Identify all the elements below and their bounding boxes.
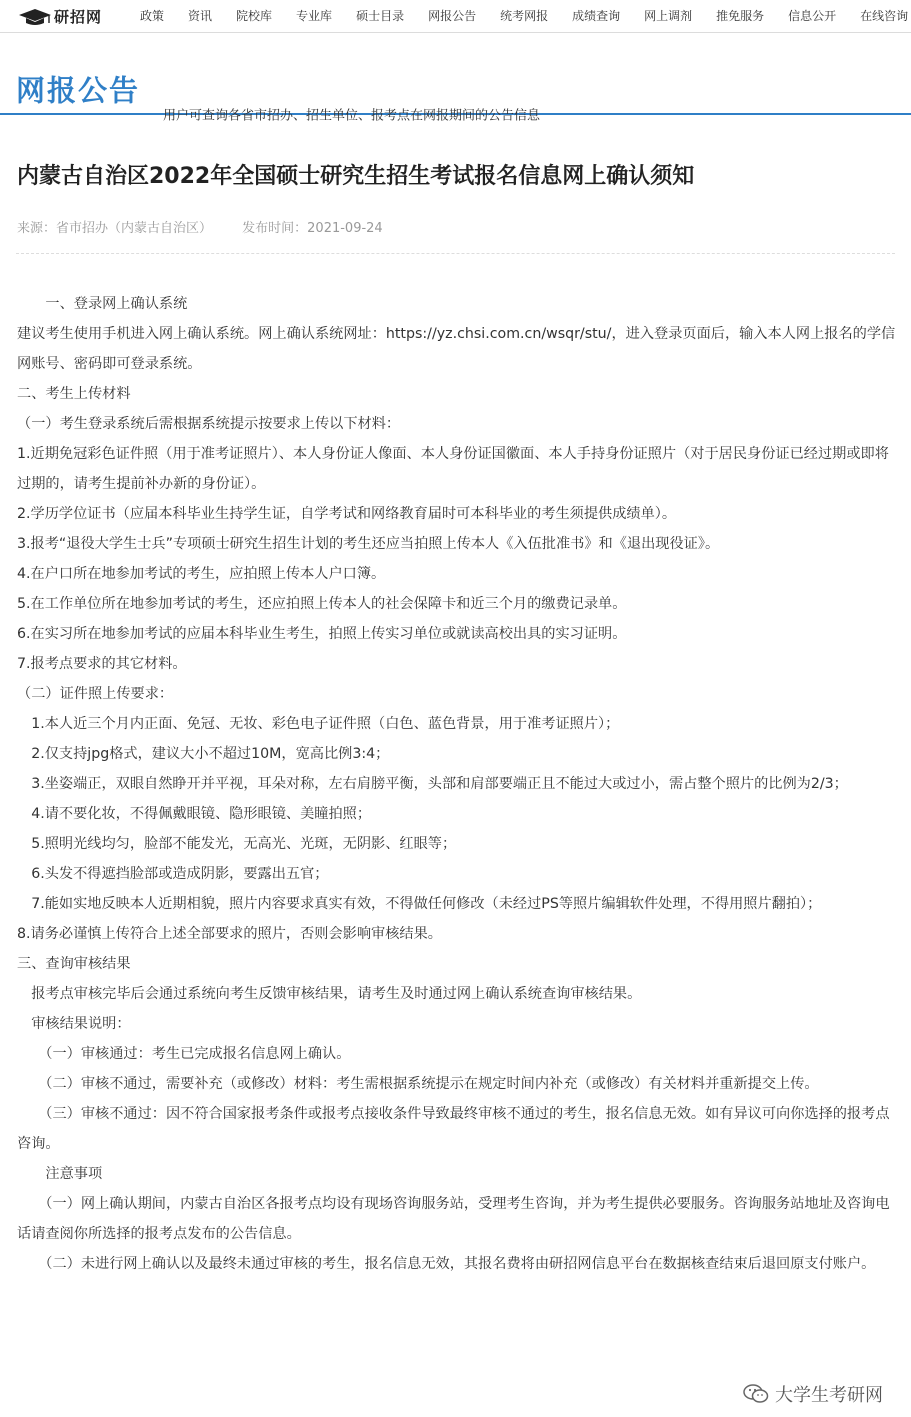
article-paragraph: 注意事项 [17,1166,103,1182]
nav-menu [128,0,911,33]
article-paragraph: （二）审核不通过，需要补充（或修改）材料：考生需根据系统提示在规定时间内补充（或修改）有关材料并重新提交上传。 [17,1076,819,1092]
nav-item[interactable]: 统考网报 [500,9,549,23]
nav-item[interactable]: 专业库 [296,9,333,23]
article-paragraph: （二）证件照上传要求： [17,686,174,702]
article-paragraph: 2.学历学位证书（应届本科毕业生持学生证，自学考试和网络教育届时可本科毕业的考生须提供成绩单）。 [17,506,677,522]
wechat-icon [743,1383,769,1405]
section-header [0,33,911,124]
article-body [17,289,897,1279]
meta-divider [16,253,895,254]
nav-item[interactable]: 院校库 [236,9,273,23]
brand-name: 研招网 [54,8,103,26]
article-paragraph: 2.仅支持jpg格式，建议大小不超过10M，宽高比例3:4； [17,746,390,762]
nav-item[interactable]: 硕士目录 [356,9,405,23]
mortarboard-icon [18,7,52,27]
top-navigation [0,0,911,33]
article-paragraph: 审核结果说明： [17,1016,131,1032]
article-meta [17,217,409,236]
nav-item[interactable]: 网报公告 [428,9,477,23]
article-paragraph: 4.请不要化妆，不得佩戴眼镜、隐形眼镜、美瞳拍照； [17,806,372,822]
section-title: 网报公告 [16,73,141,108]
article-paragraph: 3.坐姿端正，双眼自然睁开并平视，耳朵对称，左右肩膀平衡，头部和肩部要端正且不能过大或过小，需占整个照片的比例为2/3； [17,776,848,792]
nav-item[interactable]: 成绩查询 [572,9,621,23]
section-subtitle: 用户可查询各省市招办、招生单位、报考点在网报期间的公告信息 [163,108,541,124]
article-paragraph: 7.报考点要求的其它材料。 [17,656,187,672]
article-paragraph: 5.照明光线均匀，脸部不能发光，无高光、光斑，无阴影、红眼等； [17,836,457,852]
article-paragraph: 4.在户口所在地参加考试的考生，应拍照上传本人户口簿。 [17,566,386,582]
article-paragraph: 1.近期免冠彩色证件照（用于准考证照片）、本人身份证人像面、本人身份证国徽面、本人手持身份证照片（对于居民身份证已经过期或即将过期的，请考生提前补办新的身份证）。 [17,446,889,492]
article-title: 内蒙古自治区2022年全国硕士研究生招生考试报名信息网上确认须知 [17,164,695,189]
nav-item[interactable]: 资讯 [188,9,213,23]
article-paragraph: （三）审核不通过：因不符合国家报考条件或报考点接收条件导致最终审核不通过的考生，报名信息无效。如有异议可向你选择的报考点咨询。 [17,1106,890,1152]
article-paragraph: 6.在实习所在地参加考试的应届本科毕业生考生，拍照上传实习单位或就读高校出具的实习证明。 [17,626,627,642]
site-logo[interactable] [18,6,102,27]
article-paragraph: 一、登录网上确认系统 [17,296,188,312]
article-source: 来源：省市招办（内蒙古自治区） [17,221,213,236]
article-paragraph: （一）网上确认期间，内蒙古自治区各报考点均设有现场咨询服务站，受理考生咨询，并为考生提供必要服务。咨询服务站地址及咨询电话请查阅你所选择的报考点发布的公告信息。 [17,1196,890,1242]
article-paragraph: 建议考生使用手机进入网上确认系统。网上确认系统网址：https://yz.chsi.com.cn/wsqr/stu/，进入登录页面后，输入本人网上报名的学信网账号、密码即可登录系统。 [17,326,896,372]
article-paragraph: 8.请务必谨慎上传符合上述全部要求的照片，否则会影响审核结果。 [17,926,442,942]
article-paragraph: 三、查询审核结果 [17,956,131,972]
nav-item[interactable]: 在线咨询 [860,9,909,23]
article-paragraph: 7.能如实地反映本人近期相貌，照片内容要求真实有效，不得做任何修改（未经过PS等照片编辑软件处理，不得用照片翻拍）； [17,896,822,912]
watermark-text: 大学生考研网 [775,1385,883,1406]
article-publish-date: 发布时间：2021-09-24 [242,221,383,236]
article-paragraph: （一）考生登录系统后需根据系统提示按要求上传以下材料： [17,416,401,432]
nav-item[interactable]: 信息公开 [788,9,837,23]
wechat-watermark [743,1381,883,1407]
article-paragraph: 6.头发不得遮挡脸部或造成阴影，要露出五官； [17,866,329,882]
article-paragraph: 1.本人近三个月内正面、免冠、无妆、彩色电子证件照（白色、蓝色背景，用于准考证照片）； [17,716,620,732]
article-paragraph: （二）未进行网上确认以及最终未通过审核的考生，报名信息无效，其报名费将由研招网信息平台在数据核查结束后退回原支付账户。 [17,1256,876,1272]
article-paragraph: 5.在工作单位所在地参加考试的考生，还应拍照上传本人的社会保障卡和近三个月的缴费记录单。 [17,596,627,612]
article-paragraph: 3.报考“退役大学生士兵”专项硕士研究生招生计划的考生还应当拍照上传本人《入伍批准书》和《退出现役证》。 [17,536,720,552]
article-paragraph: （一）审核通过：考生已完成报名信息网上确认。 [17,1046,351,1062]
nav-item[interactable]: 推免服务 [716,9,765,23]
nav-item[interactable]: 政策 [140,9,165,23]
nav-item[interactable]: 网上调剂 [644,9,693,23]
article-paragraph: 二、考生上传材料 [17,386,131,402]
article-paragraph: 报考点审核完毕后会通过系统向考生反馈审核结果，请考生及时通过网上确认系统查询审核结果。 [17,986,642,1002]
